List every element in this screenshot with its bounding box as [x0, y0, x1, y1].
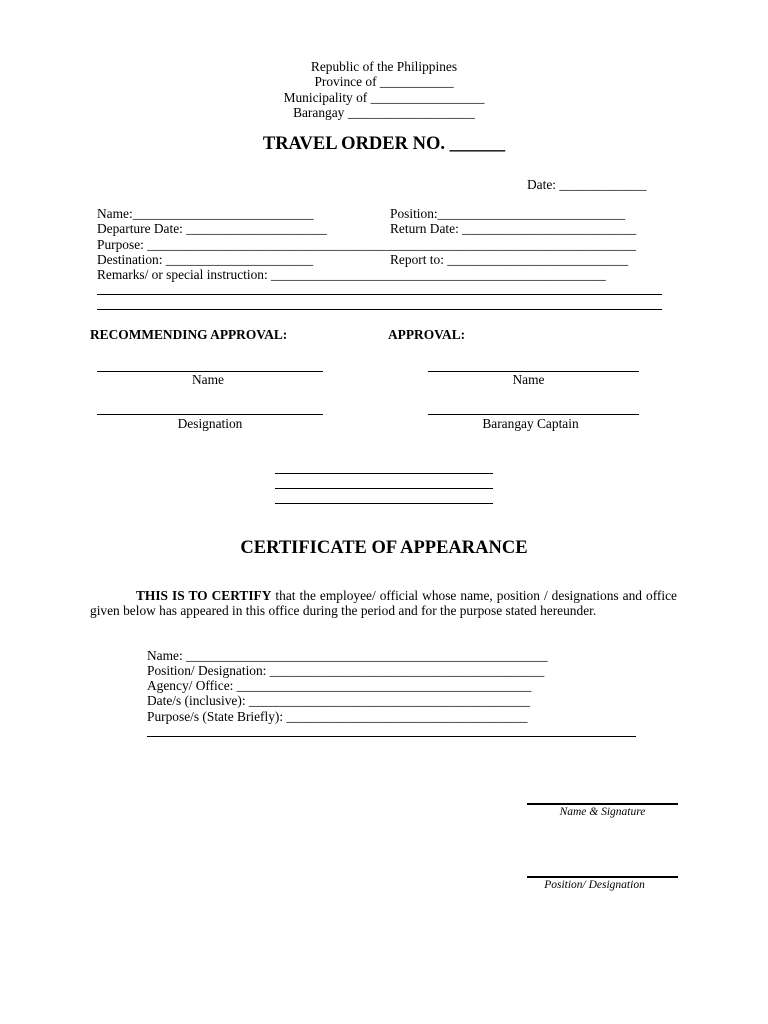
- header-municipality: Municipality of _________________: [283, 90, 485, 105]
- recommending-designation-line: [97, 414, 323, 415]
- travel-remarks-field: Remarks/ or special instruction: __________________________________________________: [97, 267, 606, 282]
- center-signature-line: [275, 488, 493, 489]
- approval-designation-caption: Barangay Captain: [482, 416, 579, 431]
- header-barangay: Barangay ___________________: [293, 105, 475, 120]
- travel-purpose-field: Purpose: _________________________________________________________________________: [97, 237, 636, 252]
- header-republic: Republic of the Philippines: [310, 59, 458, 74]
- name-signature-line: [527, 803, 678, 805]
- travel-report-to-field: Report to: ___________________________: [390, 252, 629, 267]
- certificate-purpose-field: Purpose/s (State Briefly): ____________________________________: [147, 709, 528, 724]
- center-signature-line: [275, 503, 493, 504]
- recommending-designation-caption: Designation: [177, 416, 243, 431]
- travel-return-date-field: Return Date: __________________________: [390, 221, 637, 236]
- travel-order-date: Date: _____________: [527, 177, 647, 192]
- remarks-line: [97, 294, 662, 295]
- certificate-intro-paragraph: [90, 588, 677, 619]
- certificate-position-field: Position/ Designation: _________________________________________: [147, 663, 545, 678]
- recommending-approval-heading: RECOMMENDING APPROVAL:: [90, 327, 288, 342]
- approval-designation-line: [428, 414, 639, 415]
- travel-name-field: Name:___________________________: [97, 206, 314, 221]
- recommending-name-caption: Name: [192, 372, 224, 387]
- position-designation-caption: Position/ Designation: [544, 879, 645, 891]
- travel-departure-date-field: Departure Date: _____________________: [97, 221, 327, 236]
- certificate-intro-text: that the employee/ official whose name, position / designations and office given below has appeared in this office during the period and for the purpose stated hereunder.: [90, 588, 677, 619]
- approval-name-caption: Name: [512, 372, 545, 387]
- certificate-agency-field: Agency/ Office: ____________________________________________: [147, 678, 532, 693]
- travel-order-title: TRAVEL ORDER NO. ______: [262, 134, 506, 154]
- certificate-intro-bold: THIS IS TO CERTIFY: [136, 588, 272, 603]
- approval-heading: APPROVAL:: [388, 327, 466, 342]
- certificate-title: CERTIFICATE OF APPEARANCE: [240, 538, 528, 558]
- position-designation-line: [527, 876, 678, 878]
- certificate-name-field: Name: ______________________________________________________: [147, 648, 548, 663]
- certificate-dates-field: Date/s (inclusive): __________________________________________: [147, 693, 531, 708]
- name-signature-caption: Name & Signature: [559, 806, 646, 818]
- travel-position-field: Position:____________________________: [390, 206, 626, 221]
- header-province: Province of ___________: [314, 74, 454, 89]
- travel-destination-field: Destination: ______________________: [97, 252, 314, 267]
- certificate-purpose-line: [147, 736, 636, 737]
- center-signature-line: [275, 473, 493, 474]
- remarks-line: [97, 309, 662, 310]
